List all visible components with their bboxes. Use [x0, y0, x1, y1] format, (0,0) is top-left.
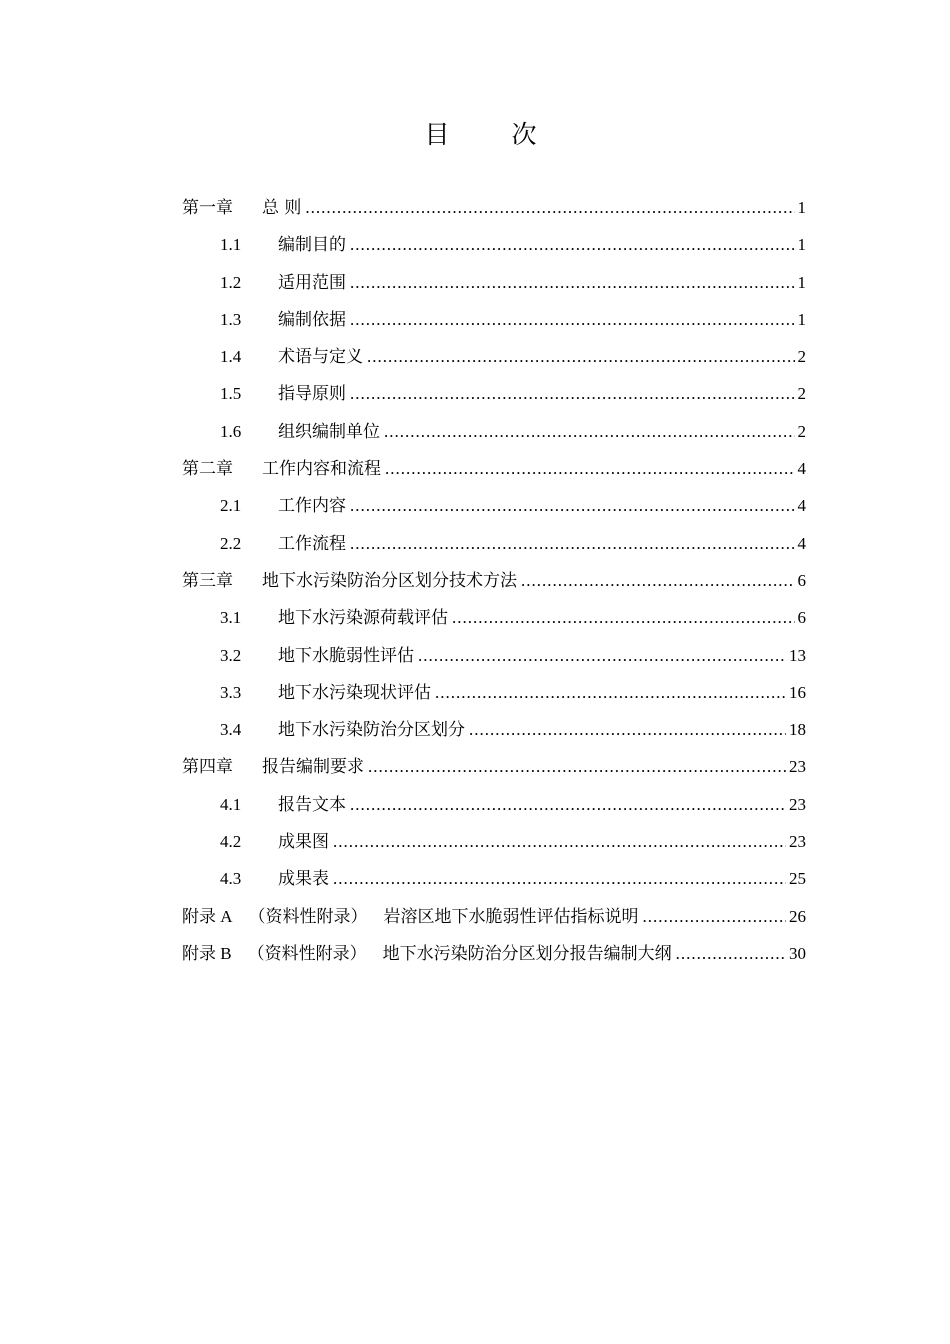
toc-entry-page: 4	[797, 459, 806, 479]
toc-entry-2-1[interactable]	[182, 487, 806, 524]
toc-entry-appendix-b[interactable]	[182, 935, 806, 972]
toc-entry-4-2[interactable]	[182, 823, 806, 860]
toc-entry-page: 4	[797, 496, 806, 516]
toc-entry-chapter-2[interactable]	[182, 450, 806, 487]
toc-entry-title: 工作流程	[278, 533, 346, 554]
appendix-note: （资料性附录）	[248, 906, 368, 927]
toc-entry-number: 1.2	[220, 272, 242, 292]
dot-leader	[452, 599, 795, 636]
dot-leader	[521, 562, 795, 599]
toc-entry-title: 地下水污染源荷载评估	[278, 608, 448, 629]
toc-entry-number: 2.1	[220, 496, 242, 516]
toc-entry-number: 第三章	[182, 570, 233, 590]
toc-entry-3-3[interactable]	[182, 674, 806, 711]
toc-entry-number: 3.1	[220, 608, 242, 628]
dot-leader	[333, 860, 786, 897]
toc-entry-4-1[interactable]	[182, 786, 806, 823]
toc-entry-title: 报告文本	[278, 794, 346, 815]
toc-entry-4-3[interactable]	[182, 860, 806, 897]
toc-entry-appendix-a[interactable]	[182, 898, 806, 935]
toc-entry-number: 4.3	[220, 869, 242, 889]
dot-leader	[350, 487, 795, 524]
toc-entry-title: 地下水污染防治分区划分	[278, 720, 465, 741]
toc-entry-page: 2	[797, 421, 806, 441]
toc-entry-number: 1.5	[220, 384, 242, 404]
toc-entry-title: 地下水污染防治分区划分报告编制大纲	[382, 943, 672, 964]
toc-entry-chapter-1[interactable]	[182, 189, 806, 226]
toc-entry-number: 第一章	[182, 198, 233, 217]
dot-leader	[350, 264, 795, 301]
toc-entry-page: 2	[797, 347, 806, 367]
toc-entry-page: 1	[797, 309, 806, 329]
toc-entry-number: 2.2	[220, 533, 242, 553]
dot-leader	[385, 450, 795, 487]
toc-entry-1-1[interactable]	[182, 226, 806, 263]
toc-entry-title: 地下水脆弱性评估	[278, 645, 414, 666]
toc-entry-number: 第二章	[182, 459, 233, 479]
toc-entry-title: 地下水污染防治分区划分技术方法	[262, 570, 517, 591]
toc-entry-chapter-4[interactable]	[182, 748, 806, 785]
toc-entry-number: 4.2	[220, 832, 242, 852]
toc-entry-number: 1.1	[220, 235, 242, 255]
toc-entry-title: 地下水污染现状评估	[278, 682, 431, 703]
toc-entry-page: 23	[789, 757, 806, 777]
toc-entry-3-2[interactable]	[182, 637, 806, 674]
dot-leader	[469, 711, 786, 748]
toc-entry-number: 3.3	[220, 682, 242, 702]
toc-entry-1-4[interactable]	[182, 338, 806, 375]
dot-leader	[676, 935, 786, 972]
toc-entry-page: 26	[789, 906, 806, 926]
toc-entry-title: 指导原则	[278, 384, 346, 405]
toc-entry-title: 报告编制要求	[262, 757, 364, 778]
toc-entry-number: 第四章	[182, 757, 233, 777]
toc-entry-page: 18	[789, 720, 806, 740]
toc-entry-page: 6	[797, 608, 806, 628]
toc-entry-number: 附录 B	[182, 943, 232, 963]
toc-entry-2-2[interactable]	[182, 525, 806, 562]
toc-entry-1-2[interactable]	[182, 264, 806, 301]
toc-entry-page: 25	[789, 869, 806, 889]
toc-entry-title: 成果图	[278, 832, 329, 853]
toc-entry-title: 编制目的	[278, 235, 346, 256]
dot-leader	[435, 674, 786, 711]
toc-entry-number: 4.1	[220, 794, 242, 814]
toc-entry-page: 6	[797, 570, 806, 590]
toc-list	[182, 189, 806, 972]
toc-entry-3-4[interactable]	[182, 711, 806, 748]
toc-title: 目 次	[424, 120, 564, 149]
toc-entry-page: 23	[789, 832, 806, 852]
toc-entry-title: 编制依据	[278, 309, 346, 330]
toc-entry-title: 成果表	[278, 869, 329, 890]
toc-entry-page: 23	[789, 794, 806, 814]
dot-leader	[368, 748, 786, 785]
dot-leader	[384, 413, 795, 450]
dot-leader	[350, 375, 795, 412]
toc-entry-title: 岩溶区地下水脆弱性评估指标说明	[383, 906, 639, 927]
toc-entry-title: 工作内容	[278, 496, 346, 517]
toc-entry-number: 1.4	[220, 347, 242, 367]
toc-entry-1-3[interactable]	[182, 301, 806, 338]
toc-entry-1-5[interactable]	[182, 375, 806, 412]
toc-entry-number: 3.4	[220, 720, 242, 740]
toc-entry-chapter-3[interactable]	[182, 562, 806, 599]
toc-entry-page: 1	[797, 272, 806, 292]
dot-leader	[350, 525, 795, 562]
toc-entry-page: 2	[797, 384, 806, 404]
dot-leader	[418, 637, 786, 674]
toc-entry-page: 4	[797, 533, 806, 553]
toc-entry-title: 工作内容和流程	[262, 459, 381, 480]
dot-leader	[350, 786, 786, 823]
appendix-note: （资料性附录）	[247, 943, 367, 964]
toc-entry-title: 术语与定义	[278, 347, 363, 368]
toc-entry-page: 1	[797, 235, 806, 255]
toc-entry-1-6[interactable]	[182, 413, 806, 450]
toc-entry-title: 适用范围	[278, 272, 346, 293]
dot-leader	[305, 189, 794, 226]
toc-entry-page: 16	[789, 682, 806, 702]
toc-entry-number: 3.2	[220, 645, 242, 665]
dot-leader	[350, 301, 795, 338]
toc-entry-page: 13	[789, 645, 806, 665]
toc-entry-title: 总 则	[262, 198, 302, 218]
dot-leader	[333, 823, 786, 860]
toc-entry-number: 1.3	[220, 309, 242, 329]
dot-leader	[367, 338, 795, 375]
dot-leader	[643, 898, 786, 935]
toc-entry-title: 组织编制单位	[278, 421, 380, 442]
toc-entry-page: 30	[789, 943, 806, 963]
dot-leader	[350, 226, 795, 263]
toc-entry-3-1[interactable]	[182, 599, 806, 636]
toc-entry-number: 1.6	[220, 421, 242, 441]
toc-entry-number: 附录 A	[182, 906, 233, 926]
toc-entry-page: 1	[797, 198, 806, 217]
